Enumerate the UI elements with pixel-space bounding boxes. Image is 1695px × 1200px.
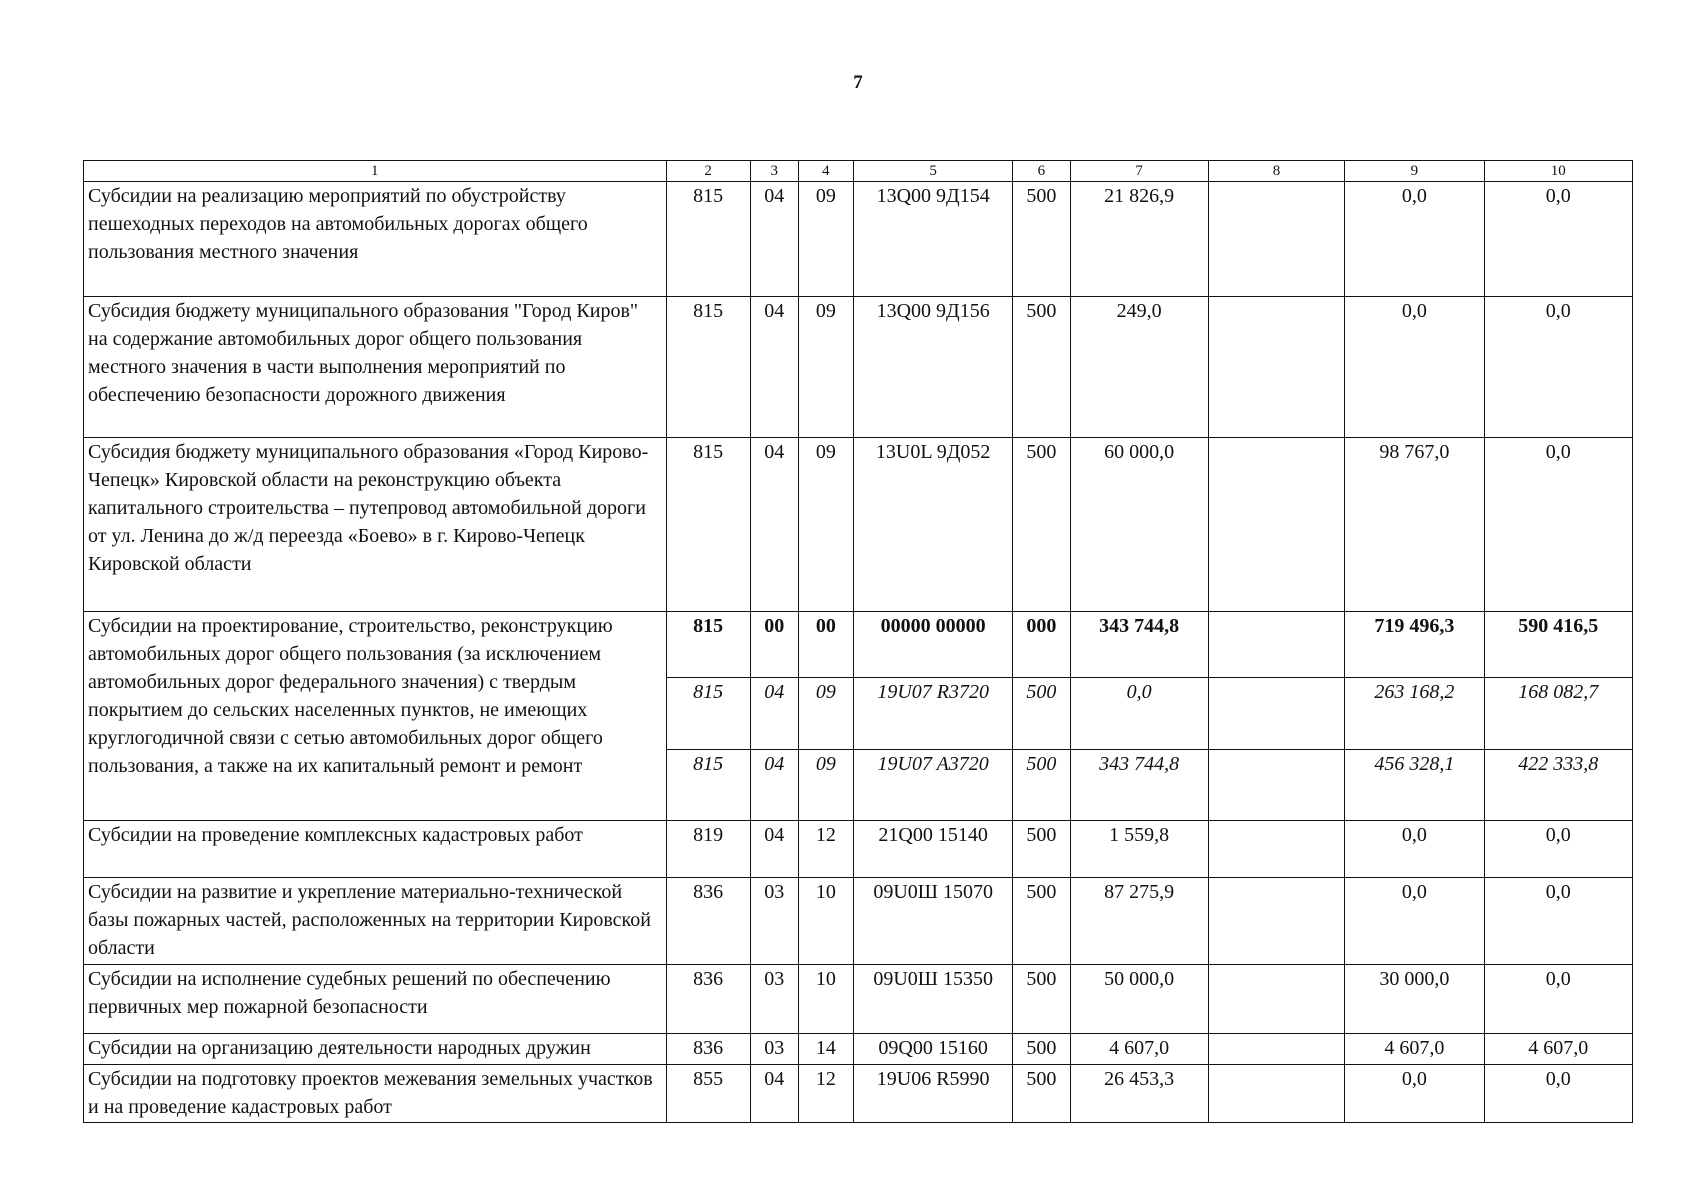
cell-section: 03 — [750, 1034, 798, 1065]
cell-col10: 590 416,5 — [1484, 612, 1632, 678]
col-header-7: 7 — [1070, 161, 1208, 182]
cell-chapter: 815 — [666, 612, 750, 678]
col-header-10: 10 — [1484, 161, 1632, 182]
cell-col9: 0,0 — [1345, 821, 1484, 878]
cell-subsection: 09 — [798, 182, 853, 297]
cell-section: 04 — [750, 1065, 798, 1123]
cell-col7: 26 453,3 — [1070, 1065, 1208, 1123]
cell-subsection: 12 — [798, 1065, 853, 1123]
cell-chapter: 819 — [666, 821, 750, 878]
cell-col10: 0,0 — [1484, 438, 1632, 612]
table-row — [84, 1065, 1633, 1123]
table-row — [84, 821, 1633, 878]
cell-col9: 0,0 — [1345, 878, 1484, 965]
table-row-total — [84, 612, 1633, 678]
cell-expense-type: 500 — [1013, 878, 1070, 965]
cell-col7: 1 559,8 — [1070, 821, 1208, 878]
page-number: 7 — [853, 72, 863, 93]
col-header-4: 4 — [798, 161, 853, 182]
cell-col10: 0,0 — [1484, 297, 1632, 438]
cell-target-code: 19U06 R5990 — [853, 1065, 1012, 1123]
budget-table — [83, 160, 1633, 1123]
cell-expense-type: 000 — [1013, 612, 1070, 678]
col-header-8: 8 — [1208, 161, 1344, 182]
cell-col9: 0,0 — [1345, 1065, 1484, 1123]
cell-section: 03 — [750, 965, 798, 1034]
cell-subsection: 09 — [798, 438, 853, 612]
cell-section: 04 — [750, 678, 798, 750]
table-row — [84, 1034, 1633, 1065]
cell-col9: 719 496,3 — [1345, 612, 1484, 678]
cell-col10: 0,0 — [1484, 821, 1632, 878]
cell-col7: 0,0 — [1070, 678, 1208, 750]
cell-subsection: 00 — [798, 612, 853, 678]
cell-target-code: 21Q00 15140 — [853, 821, 1012, 878]
cell-chapter: 836 — [666, 965, 750, 1034]
cell-col10: 422 333,8 — [1484, 750, 1632, 821]
cell-col8 — [1208, 878, 1344, 965]
cell-subsection: 10 — [798, 878, 853, 965]
cell-chapter: 855 — [666, 1065, 750, 1123]
cell-col9: 0,0 — [1345, 182, 1484, 297]
cell-expense-type: 500 — [1013, 965, 1070, 1034]
cell-col8 — [1208, 1065, 1344, 1123]
cell-col8 — [1208, 678, 1344, 750]
cell-subsection: 14 — [798, 1034, 853, 1065]
cell-target-code: 19U07 A3720 — [853, 750, 1012, 821]
cell-col7: 87 275,9 — [1070, 878, 1208, 965]
cell-expense-type: 500 — [1013, 297, 1070, 438]
cell-col9: 0,0 — [1345, 297, 1484, 438]
row-name: Субсидии на исполнение судебных решений по обеспечению первичных мер пожарной безопасности — [84, 965, 667, 1034]
cell-section: 04 — [750, 821, 798, 878]
table-row — [84, 965, 1633, 1034]
row-name: Субсидии на подготовку проектов межевания земельных участков и на проведение кадастровых работ — [84, 1065, 667, 1123]
cell-col7: 249,0 — [1070, 297, 1208, 438]
cell-chapter: 815 — [666, 750, 750, 821]
cell-chapter: 836 — [666, 878, 750, 965]
cell-col8 — [1208, 612, 1344, 678]
cell-subsection: 09 — [798, 678, 853, 750]
header-row — [84, 161, 1633, 182]
cell-chapter: 815 — [666, 182, 750, 297]
row-name: Субсидии на проведение комплексных кадастровых работ — [84, 821, 667, 878]
cell-col7: 4 607,0 — [1070, 1034, 1208, 1065]
cell-expense-type: 500 — [1013, 750, 1070, 821]
col-header-9: 9 — [1345, 161, 1484, 182]
cell-section: 04 — [750, 438, 798, 612]
cell-target-code: 09U0Ш 15350 — [853, 965, 1012, 1034]
cell-expense-type: 500 — [1013, 678, 1070, 750]
cell-chapter: 815 — [666, 438, 750, 612]
cell-expense-type: 500 — [1013, 821, 1070, 878]
cell-target-code: 00000 00000 — [853, 612, 1012, 678]
table-row — [84, 438, 1633, 612]
cell-col9: 98 767,0 — [1345, 438, 1484, 612]
row-name: Субсидии на развитие и укрепление материально-технической базы пожарных частей, расположенных на территории Кировской области — [84, 878, 667, 965]
cell-col10: 0,0 — [1484, 878, 1632, 965]
cell-expense-type: 500 — [1013, 438, 1070, 612]
cell-target-code: 09Q00 15160 — [853, 1034, 1012, 1065]
cell-expense-type: 500 — [1013, 1034, 1070, 1065]
cell-col9: 30 000,0 — [1345, 965, 1484, 1034]
table-row — [84, 297, 1633, 438]
row-name: Субсидии на реализацию мероприятий по обустройству пешеходных переходов на автомобильных дорогах общего пользования местного значения — [84, 182, 667, 297]
cell-col9: 263 168,2 — [1345, 678, 1484, 750]
cell-col10: 0,0 — [1484, 182, 1632, 297]
cell-col10: 4 607,0 — [1484, 1034, 1632, 1065]
cell-col7: 50 000,0 — [1070, 965, 1208, 1034]
row-name: Субсидии на организацию деятельности народных дружин — [84, 1034, 667, 1065]
cell-target-code: 19U07 R3720 — [853, 678, 1012, 750]
cell-col7: 60 000,0 — [1070, 438, 1208, 612]
cell-col7: 343 744,8 — [1070, 612, 1208, 678]
cell-chapter: 815 — [666, 297, 750, 438]
cell-chapter: 815 — [666, 678, 750, 750]
cell-col10: 0,0 — [1484, 1065, 1632, 1123]
col-header-1: 1 — [84, 161, 667, 182]
cell-section: 04 — [750, 297, 798, 438]
cell-subsection: 09 — [798, 297, 853, 438]
cell-col8 — [1208, 821, 1344, 878]
cell-col9: 4 607,0 — [1345, 1034, 1484, 1065]
cell-col8 — [1208, 297, 1344, 438]
col-header-2: 2 — [666, 161, 750, 182]
cell-expense-type: 500 — [1013, 182, 1070, 297]
cell-col8 — [1208, 438, 1344, 612]
cell-col10: 168 082,7 — [1484, 678, 1632, 750]
col-header-5: 5 — [853, 161, 1012, 182]
cell-target-code: 13Q00 9Д156 — [853, 297, 1012, 438]
cell-target-code: 13U0L 9Д052 — [853, 438, 1012, 612]
row-name: Субсидия бюджету муниципального образования «Город Кирово-Чепецк» Кировской области на реконструкцию объекта капитального строительства – путепровод автомобильной дороги от ул. Ленина до ж/д переезда «Боево» в г. Кирово-Чепецк Кировской области — [84, 438, 667, 612]
cell-col8 — [1208, 182, 1344, 297]
cell-col7: 21 826,9 — [1070, 182, 1208, 297]
cell-col9: 456 328,1 — [1345, 750, 1484, 821]
cell-col10: 0,0 — [1484, 965, 1632, 1034]
cell-section: 03 — [750, 878, 798, 965]
table-row — [84, 878, 1633, 965]
cell-expense-type: 500 — [1013, 1065, 1070, 1123]
cell-col8 — [1208, 750, 1344, 821]
cell-target-code: 09U0Ш 15070 — [853, 878, 1012, 965]
cell-section: 04 — [750, 750, 798, 821]
cell-subsection: 10 — [798, 965, 853, 1034]
col-header-6: 6 — [1013, 161, 1070, 182]
cell-col8 — [1208, 965, 1344, 1034]
row-name: Субсидия бюджету муниципального образования "Город Киров" на содержание автомобильных дорог общего пользования местного значения в части выполнения мероприятий по обеспечению безопасности дорожного движения — [84, 297, 667, 438]
cell-target-code: 13Q00 9Д154 — [853, 182, 1012, 297]
cell-subsection: 09 — [798, 750, 853, 821]
cell-col7: 343 744,8 — [1070, 750, 1208, 821]
cell-section: 04 — [750, 182, 798, 297]
table-row — [84, 182, 1633, 297]
cell-subsection: 12 — [798, 821, 853, 878]
col-header-3: 3 — [750, 161, 798, 182]
cell-chapter: 836 — [666, 1034, 750, 1065]
row-name: Субсидии на проектирование, строительство, реконструкцию автомобильных дорог общего пользования (за исключением автомобильных дорог федерального значения) с твердым покрытием до сельских населенных пунктов, не имеющих круглогодичной связи с сетью автомобильных дорог общего пользования, а также на их капитальный ремонт и ремонт — [84, 612, 667, 821]
cell-col8 — [1208, 1034, 1344, 1065]
cell-section: 00 — [750, 612, 798, 678]
